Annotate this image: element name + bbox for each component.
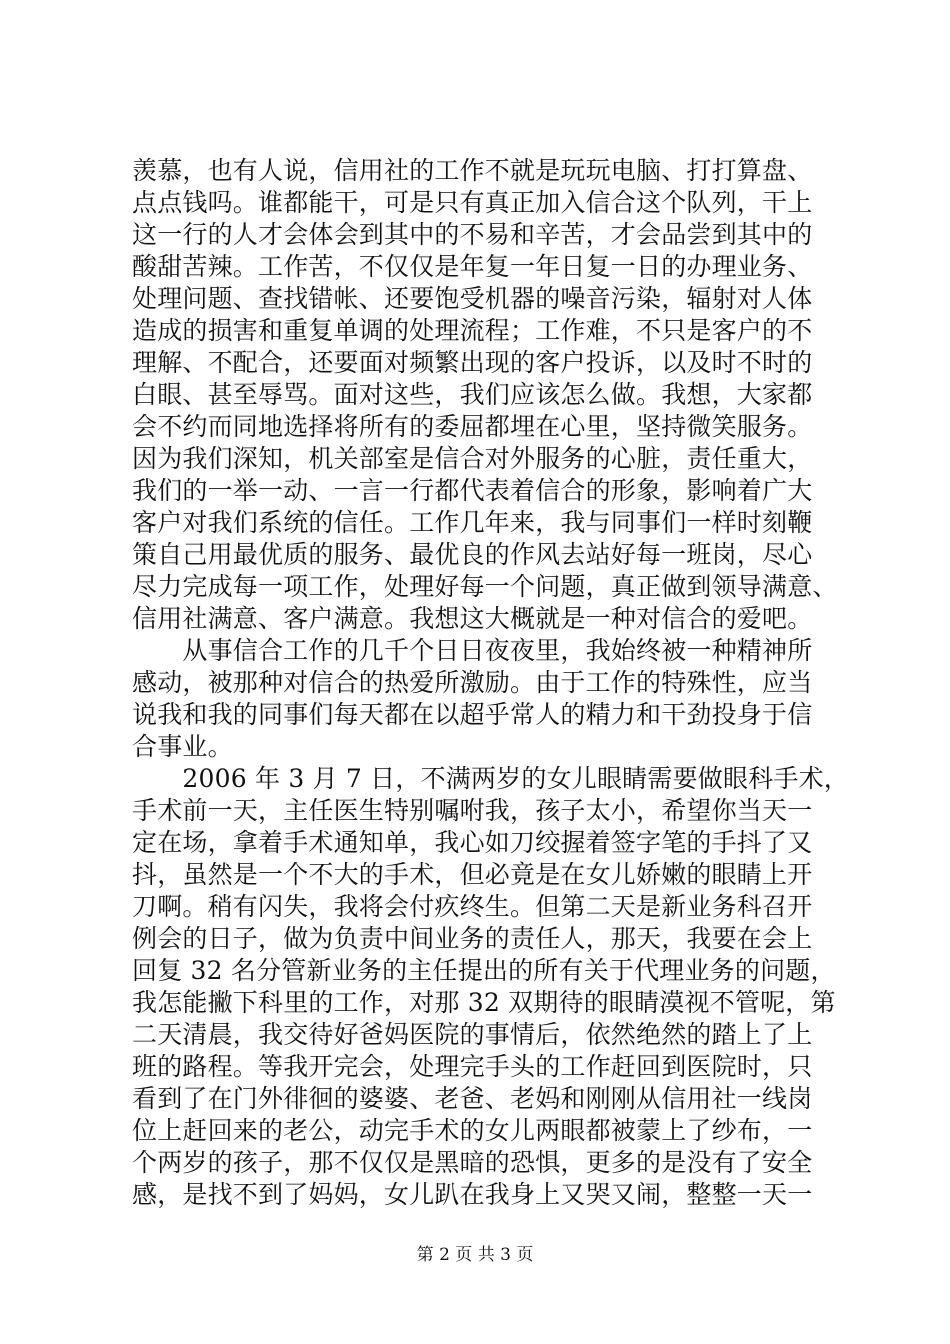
text-line: 因为我们深知，机关部室是信合对外服务的心脏，责任重大， [132, 444, 813, 473]
text-line: 感，是找不到了妈妈，女儿趴在我身上又哭又闹，整整一天一 [132, 1180, 813, 1209]
page-number-footer: 第 2 页 共 3 页 [416, 1245, 534, 1265]
text-line: 客户对我们系统的信任。工作几年来，我与同事们一样时刻鞭 [132, 508, 813, 537]
paragraph-start-line: 从事信合工作的几千个日日夜夜里，我始终被一种精神所 [132, 636, 813, 665]
text-line: 抖，虽然是一个不大的手术，但必竟是在女儿娇嫩的眼睛上开 [132, 860, 813, 889]
text-line: 定在场，拿着手术通知单，我心如刀绞握着签字笔的手抖了又 [132, 828, 813, 857]
paragraph-start-line: 2006 年 3 月 7 日，不满两岁的女儿眼睛需要做眼科手术， [132, 764, 849, 793]
text-line: 造成的损害和重复单调的处理流程；工作难，不只是客户的不 [132, 316, 813, 345]
document-body [132, 155, 849, 1211]
text-line: 我们的一举一动、一言一行都代表着信合的形象，影响着广大 [132, 476, 813, 505]
text-line: 点点钱吗。谁都能干，可是只有真正加入信合这个队列，干上 [132, 188, 813, 217]
text-line: 信用社满意、客户满意。我想这大概就是一种对信合的爱吧。 [132, 604, 813, 633]
text-line: 位上赶回来的老公，动完手术的女儿两眼都被蒙上了纱布，一 [132, 1116, 813, 1145]
text-line: 说我和我的同事们每天都在以超乎常人的精力和干劲投身于信 [132, 700, 813, 729]
text-line: 我怎能撇下科里的工作，对那 32 双期待的眼睛漠视不管呢，第 [132, 988, 836, 1017]
text-line: 看到了在门外徘徊的婆婆、老爸、老妈和刚刚从信用社一线岗 [132, 1084, 813, 1113]
text-line: 班的路程。等我开完会，处理完手头的工作赶回到医院时，只 [132, 1052, 813, 1081]
text-line: 羡慕，也有人说，信用社的工作不就是玩玩电脑、打打算盘、 [132, 156, 813, 185]
text-line: 回复 32 名分管新业务的主任提出的所有关于代理业务的问题， [132, 956, 836, 985]
text-line: 这一行的人才会体会到其中的不易和辛苦，才会品尝到其中的 [132, 220, 813, 249]
text-line: 例会的日子，做为负责中间业务的责任人，那天，我要在会上 [132, 924, 813, 953]
text-line: 个两岁的孩子，那不仅仅是黑暗的恐惧，更多的是没有了安全 [132, 1148, 813, 1177]
text-line: 酸甜苦辣。工作苦，不仅仅是年复一年日复一日的办理业务、 [132, 252, 813, 281]
text-line: 理解、不配合，还要面对频繁出现的客户投诉，以及时不时的 [132, 348, 813, 377]
text-line: 尽力完成每一项工作，处理好每一个问题，真正做到领导满意、 [132, 572, 838, 601]
text-line: 合事业。 [132, 732, 233, 761]
text-line: 会不约而同地选择将所有的委屈都埋在心里，坚持微笑服务。 [132, 412, 813, 441]
text-line: 刀啊。稍有闪失，我将会付疚终生。但第二天是新业务科召开 [132, 892, 813, 921]
text-line: 策自己用最优质的服务、最优良的作风去站好每一班岗，尽心 [132, 540, 813, 569]
text-line: 感动，被那种对信合的热爱所激励。由于工作的特殊性，应当 [132, 668, 813, 697]
text-line: 白眼、甚至辱骂。面对这些，我们应该怎么做。我想，大家都 [132, 380, 813, 409]
text-line: 处理问题、查找错帐、还要饱受机器的噪音污染，辐射对人体 [132, 284, 813, 313]
text-line: 手术前一天，主任医生特别嘱咐我，孩子太小，希望你当天一 [132, 796, 813, 825]
text-line: 二天清晨，我交待好爸妈医院的事情后，依然绝然的踏上了上 [132, 1020, 813, 1049]
